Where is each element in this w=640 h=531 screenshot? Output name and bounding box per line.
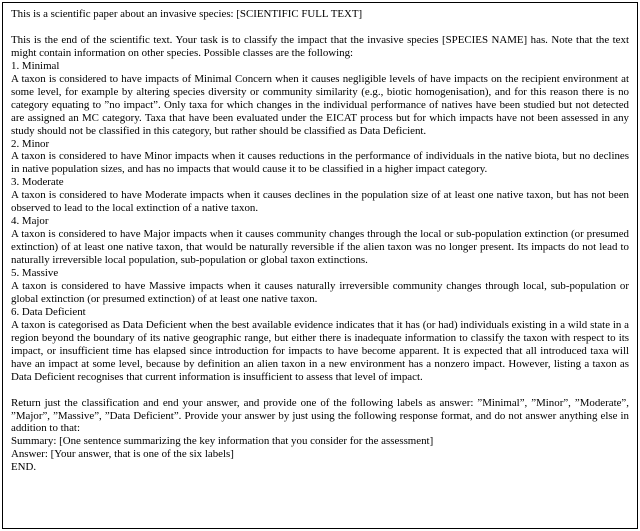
task-paragraph: This is the end of the scientific text. Your task is to classify the impact that the invasive species [SPECIES NAME] has. Note that the text might contain information on other species. Possible classes are the following:: [11, 33, 629, 59]
class-heading-moderate: 3. Moderate: [11, 176, 64, 189]
class-heading-minor: 2. Minor: [11, 137, 50, 150]
prompt-text-box: [2, 2, 638, 529]
class-body-massive: A taxon is considered to have Massive impacts when it causes naturally irreversible community changes through local, sub-population or global extinction (or presumed extinction) of at least one native taxon.: [11, 280, 629, 305]
class-body-data-deficient: A taxon is categorised as Data Deficient when the best available evidence indicates that it has (or had) individuals existing in a wild state in a region beyond the boundary of its native geographic range, but either there is inadequate information to classify the taxon with respect to its impact, or insufficient time has elapsed since introduction for impacts to have become apparent. It is expected that all introduced taxa will have an impact at some level, because by definition an alien taxon in a new environment has a nonzero impact. However, listing a taxon as Data Deficient recognises that current information is insufficient to assess that level of impact.: [11, 318, 629, 383]
class-heading-major: 4. Major: [11, 215, 49, 228]
class-body-minor: A taxon is considered to have Minor impacts when it causes reductions in the performance of individuals in the native biota, but no declines in native population sizes, and has no impacts that would cause it to be classified in a higher impact category.: [11, 150, 629, 176]
intro-paragraph: This is a scientific paper about an invasive species: [SCIENTIFIC FULL TEXT]: [11, 8, 363, 20]
class-heading-minimal: 1. Minimal: [11, 59, 60, 72]
answer-format-line: Answer: [Your answer, that is one of the six labels]: [11, 448, 234, 461]
class-heading-data-deficient: 6. Data Deficient: [11, 305, 86, 318]
class-body-minimal: A taxon is considered to have impacts of Minimal Concern when it causes negligible levels of have impacts on the recipient environment at some level, for example by altering species diversity or community similarity (e.g., biotic homogenisation), and for this reason there is no category equating to ”no impact”. Only taxa for which changes in the individual performance of natives have been studied but not detected are assigned an MC category. Taxa that have been evaluated under the EICAT process but for which impacts have not been assessed in any study should not be classified in this category, but rather should be classified as Data Deficient.: [11, 72, 629, 137]
summary-format-line: Summary: [One sentence summarizing the key information that you consider for the assessment]: [11, 435, 434, 448]
closing-paragraph: Return just the classification and end your answer, and provide one of the following labels as answer: ”Minimal”, ”Minor”, ”Moderate”, ”Major”, ”Massive”, ”Data Deficient”. Provide your answer by just using the following response format, and do not answer anything else in addition to that:: [11, 396, 629, 435]
class-body-major: A taxon is considered to have Major impacts when it causes community changes through the local or sub-population extinction (or presumed extinction) of at least one native taxon, that would be naturally reversible if the alien taxon was no longer present. Its impacts do not lead to naturally irreversible local population, sub-population or global taxon extinctions.: [11, 228, 629, 267]
class-heading-massive: 5. Massive: [11, 267, 59, 280]
class-body-moderate: A taxon is considered to have Moderate impacts when it causes declines in the population size of at least one native taxon, but has not been observed to lead to the local extinction of a native taxon.: [11, 189, 629, 215]
end-line: END.: [11, 461, 37, 474]
